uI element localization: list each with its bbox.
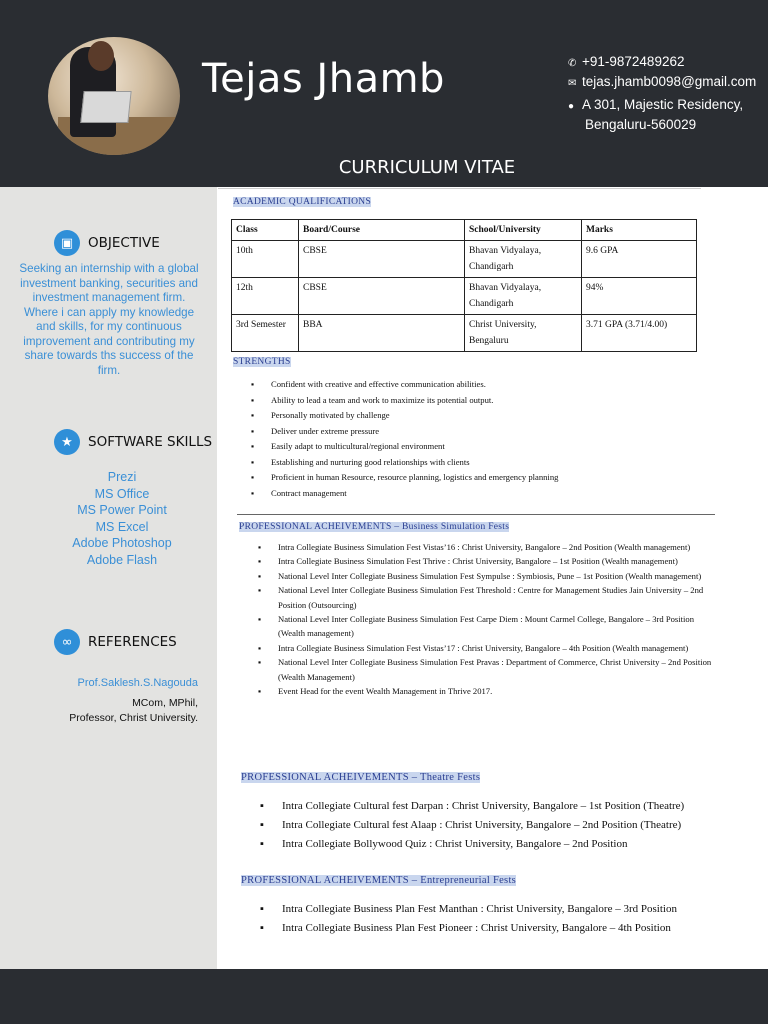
skill-item: MS Excel (95, 519, 149, 534)
list-item: ▪ Easily adapt to multicultural/regional environment (251, 439, 691, 455)
list-item: ▪ National Level Inter Collegiate Business Simulation Fest Carpe Diem : Mount Carmel College, Bangalore – 3rd Position (Wealth management) (258, 612, 720, 641)
skills-list (20, 469, 224, 568)
theatre-list (260, 797, 740, 854)
skill-item: Adobe Photoshop (72, 536, 172, 550)
entrepreneurial-heading: PROFESSIONAL ACHEIVEMENTS – Entrepreneurial Fests (241, 875, 517, 886)
table-header-row (232, 220, 697, 241)
list-item: ▪ Intra Collegiate Bollywood Quiz : Christ University, Bangalore – 2nd Position (260, 835, 740, 854)
skill-item: Adobe Flash (86, 552, 158, 567)
skill-item: MS Power Point (77, 503, 167, 517)
col-school: School/University (465, 220, 582, 241)
academic-table (231, 219, 697, 352)
reference-name: Prof.Saklesh.S.Nagouda (77, 677, 198, 689)
contact-address: ● A 301, Majestic Residency, (568, 97, 744, 112)
contact-phone: ✆ +91-9872489262 (568, 54, 685, 69)
academic-heading: ACADEMIC QUALIFICATIONS (233, 197, 372, 207)
strengths-heading: STRENGTHS (233, 357, 291, 367)
list-item: ▪ Intra Collegiate Business Simulation Fest Vistas’17 : Christ University, Bangalore – 4th Position (Wealth management) (258, 641, 720, 655)
table-row (232, 241, 697, 278)
entrepreneurial-list (260, 900, 740, 938)
table-cell: 9.6 GPA (582, 241, 697, 278)
table-cell: 3rd Semester (232, 315, 299, 352)
table-cell: 10th (232, 241, 299, 278)
table-cell: Bhavan Vidyalaya, Chandigarh (465, 278, 582, 315)
paperclip-icon: ∞ (54, 629, 80, 655)
candidate-name: Tejas Jhamb (202, 56, 445, 102)
section-rule (237, 514, 715, 515)
footer-bar (0, 969, 768, 1024)
objective-text: Seeking an internship with a global investment banking, securities and investment management firm. Where i can apply my knowledge and skills, for my continuous improvement and contributing my share towards ths success of the firm. (19, 262, 199, 377)
list-item: ▪ Intra Collegiate Business Plan Fest Manthan : Christ University, Bangalore – 3rd Position (260, 900, 740, 919)
person-icon: ★ (54, 429, 80, 455)
list-item: ▪ Intra Collegiate Cultural fest Darpan : Christ University, Bangalore – 1st Position (Theatre) (260, 797, 740, 816)
briefcase-icon: ▣ (54, 230, 80, 256)
table-cell: 3.71 GPA (3.71/4.00) (582, 315, 697, 352)
list-item: ▪ Personally motivated by challenge (251, 408, 691, 424)
contact-address-line2: Bengaluru-560029 (585, 117, 697, 132)
table-cell: Bhavan Vidyalaya, Chandigarh (465, 241, 582, 278)
list-item: ▪ Confident with creative and effective communication abilities. (251, 377, 691, 393)
list-item: ▪ Intra Collegiate Business Simulation Fest Vistas’16 : Christ University, Bangalore – 2nd Position (Wealth management) (258, 540, 720, 554)
reference-title: Professor, Christ University. (69, 712, 198, 724)
skills-heading: ★ SOFTWARE SKILLS (54, 429, 212, 455)
references-heading: ∞ REFERENCES (54, 629, 177, 655)
table-row (232, 278, 697, 315)
list-item: ▪ Intra Collegiate Business Simulation Fest Thrive : Christ University, Bangalore – 1st Position (Wealth management) (258, 554, 720, 568)
col-board: Board/Course (299, 220, 465, 241)
list-item: ▪ National Level Inter Collegiate Business Simulation Fest Sympulse : Symbiosis, Pune – 1st Position (Wealth management) (258, 569, 720, 583)
business-sim-heading: PROFESSIONAL ACHEIVEMENTS – Business Simulation Fests (239, 522, 510, 532)
skill-item: Prezi (107, 470, 137, 484)
phone-icon: ✆ (568, 58, 577, 69)
theatre-heading: PROFESSIONAL ACHEIVEMENTS – Theatre Fests (241, 772, 481, 783)
list-item: ▪ Intra Collegiate Cultural fest Alaap : Christ University, Bangalore – 2nd Position (Theatre) (260, 816, 740, 835)
table-cell: 12th (232, 278, 299, 315)
reference-degree: MCom, MPhil, (132, 697, 198, 709)
table-cell: CBSE (299, 241, 465, 278)
list-item: ▪ National Level Inter Collegiate Business Simulation Fest Pravas : Department of Commerce, Christ University – 2nd Position (Wealth Management) (258, 655, 720, 684)
email-icon: ✉ (568, 78, 577, 89)
laptop-shape (80, 91, 131, 123)
list-item: ▪ Ability to lead a team and work to maximize its potential output. (251, 393, 691, 409)
cv-title: CURRICULUM VITAE (338, 157, 516, 178)
table-cell: CBSE (299, 278, 465, 315)
col-class: Class (232, 220, 299, 241)
skill-item: MS Office (94, 486, 150, 501)
business-sim-list (258, 540, 720, 698)
contact-email: ✉ tejas.jhamb0098@gmail.com (568, 74, 757, 89)
location-icon: ● (568, 101, 575, 112)
profile-photo (48, 37, 180, 155)
list-item: ▪ Proficient in human Resource, resource planning, logistics and emergency planning (251, 470, 691, 486)
strengths-list (251, 377, 691, 501)
top-rule (218, 188, 701, 189)
list-item: ▪ Contract management (251, 486, 691, 502)
table-row (232, 315, 697, 352)
list-item: ▪ National Level Inter Collegiate Business Simulation Fest Threshold : Centre for Management Studies Jain University – 2nd Position (Outsourcing) (258, 583, 720, 612)
table-cell: Christ University, Bengaluru (465, 315, 582, 352)
table-cell: BBA (299, 315, 465, 352)
col-marks: Marks (582, 220, 697, 241)
list-item: ▪ Establishing and nurturing good relationships with clients (251, 455, 691, 471)
list-item: ▪ Deliver under extreme pressure (251, 424, 691, 440)
list-item: ▪ Event Head for the event Wealth Management in Thrive 2017. (258, 684, 720, 698)
table-cell: 94% (582, 278, 697, 315)
list-item: ▪ Intra Collegiate Business Plan Fest Pioneer : Christ University, Bangalore – 4th Position (260, 919, 740, 938)
objective-heading: ▣ OBJECTIVE (54, 230, 160, 256)
head-shape (88, 41, 114, 71)
